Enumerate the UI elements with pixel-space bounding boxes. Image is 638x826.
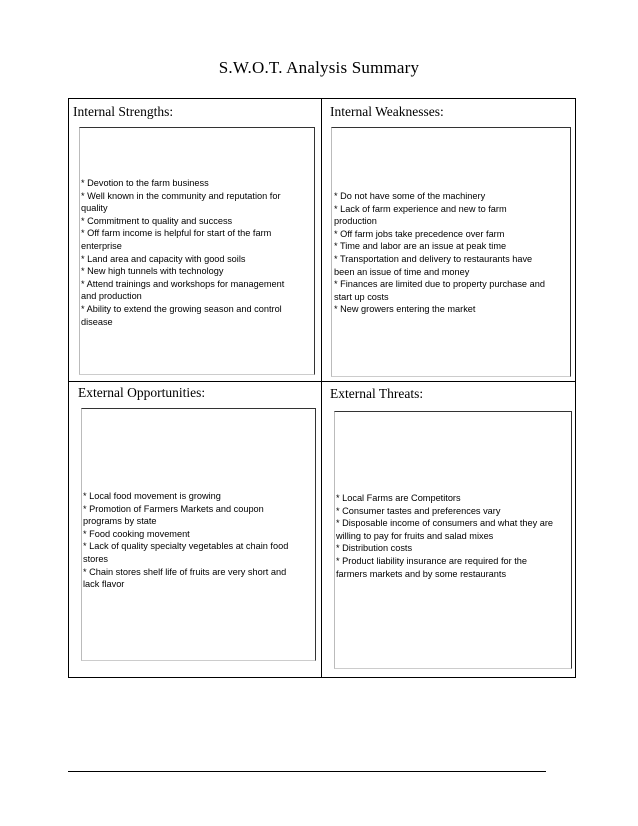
- weaknesses-line: * Do not have some of the machinery: [334, 191, 486, 201]
- page-title: S.W.O.T. Analysis Summary: [218, 58, 420, 77]
- swot-grid: [68, 98, 576, 678]
- opportunities-line: * Lack of quality specialty vegetables at chain food: [83, 541, 289, 552]
- threats-line: * Consumer tastes and preferences vary: [336, 505, 501, 516]
- threats-line: * Local Farms are Competitors: [336, 493, 461, 503]
- strengths-content: [81, 177, 284, 328]
- weaknesses-line: * Lack of farm experience and new to farm: [334, 203, 507, 214]
- strengths-line: * Devotion to the farm business: [81, 178, 209, 188]
- opportunities-line: * Chain stores shelf life of fruits are very short and: [83, 566, 287, 577]
- threats-line: * Disposable income of consumers and what they are: [336, 518, 554, 529]
- strengths-line: * Ability to extend the growing season and control: [81, 303, 282, 314]
- opportunities-line: * Food cooking movement: [83, 528, 190, 539]
- strengths-line: quality: [81, 203, 108, 214]
- opportunities-line: lack flavor: [83, 579, 125, 590]
- strengths-header: Internal Strengths:: [73, 104, 174, 119]
- opportunities-line: programs by state: [83, 516, 157, 527]
- strengths-line: * Commitment to quality and success: [81, 215, 233, 226]
- weaknesses-line: production: [334, 216, 377, 227]
- threats-line: * Product liability insurance are required for the: [336, 555, 527, 566]
- threats-content: [336, 492, 553, 580]
- threats-line: farmers markets and by some restaurants: [336, 568, 507, 579]
- vertical-divider: [321, 99, 322, 677]
- strengths-line: * New high tunnels with technology: [81, 266, 224, 277]
- weaknesses-line: * Finances are limited due to property purchase and: [334, 279, 545, 290]
- strengths-line: * Land area and capacity with good soils: [81, 253, 246, 264]
- threats-header: External Threats:: [330, 386, 424, 401]
- weaknesses-line: start up costs: [334, 291, 389, 302]
- weaknesses-line: been an issue of time and money: [334, 266, 470, 277]
- threats-line: * Distribution costs: [336, 543, 413, 554]
- horizontal-divider: [69, 381, 575, 382]
- weaknesses-content: [334, 190, 545, 316]
- opportunities-content: [83, 490, 288, 591]
- weaknesses-line: * New growers entering the market: [334, 304, 476, 315]
- opportunities-header: External Opportunities:: [78, 385, 206, 400]
- strengths-line: * Well known in the community and reputation for: [81, 190, 281, 201]
- strengths-line: disease: [81, 316, 113, 327]
- footer-rule: [68, 771, 546, 772]
- opportunities-line: stores: [83, 553, 109, 564]
- weaknesses-line: * Time and labor are an issue at peak time: [334, 241, 507, 252]
- weaknesses-line: * Off farm jobs take precedence over farm: [334, 228, 505, 239]
- threats-line: willing to pay for fruits and salad mixes: [336, 530, 494, 541]
- strengths-line: * Attend trainings and workshops for management: [81, 278, 285, 289]
- weaknesses-header: Internal Weaknesses:: [330, 104, 444, 119]
- opportunities-line: * Promotion of Farmers Markets and coupon: [83, 503, 264, 514]
- opportunities-line: * Local food movement is growing: [83, 491, 221, 501]
- strengths-line: * Off farm income is helpful for start of the farm: [81, 228, 272, 239]
- strengths-line: and production: [81, 291, 142, 302]
- weaknesses-line: * Transportation and delivery to restaurants have: [334, 253, 533, 264]
- strengths-line: enterprise: [81, 240, 122, 251]
